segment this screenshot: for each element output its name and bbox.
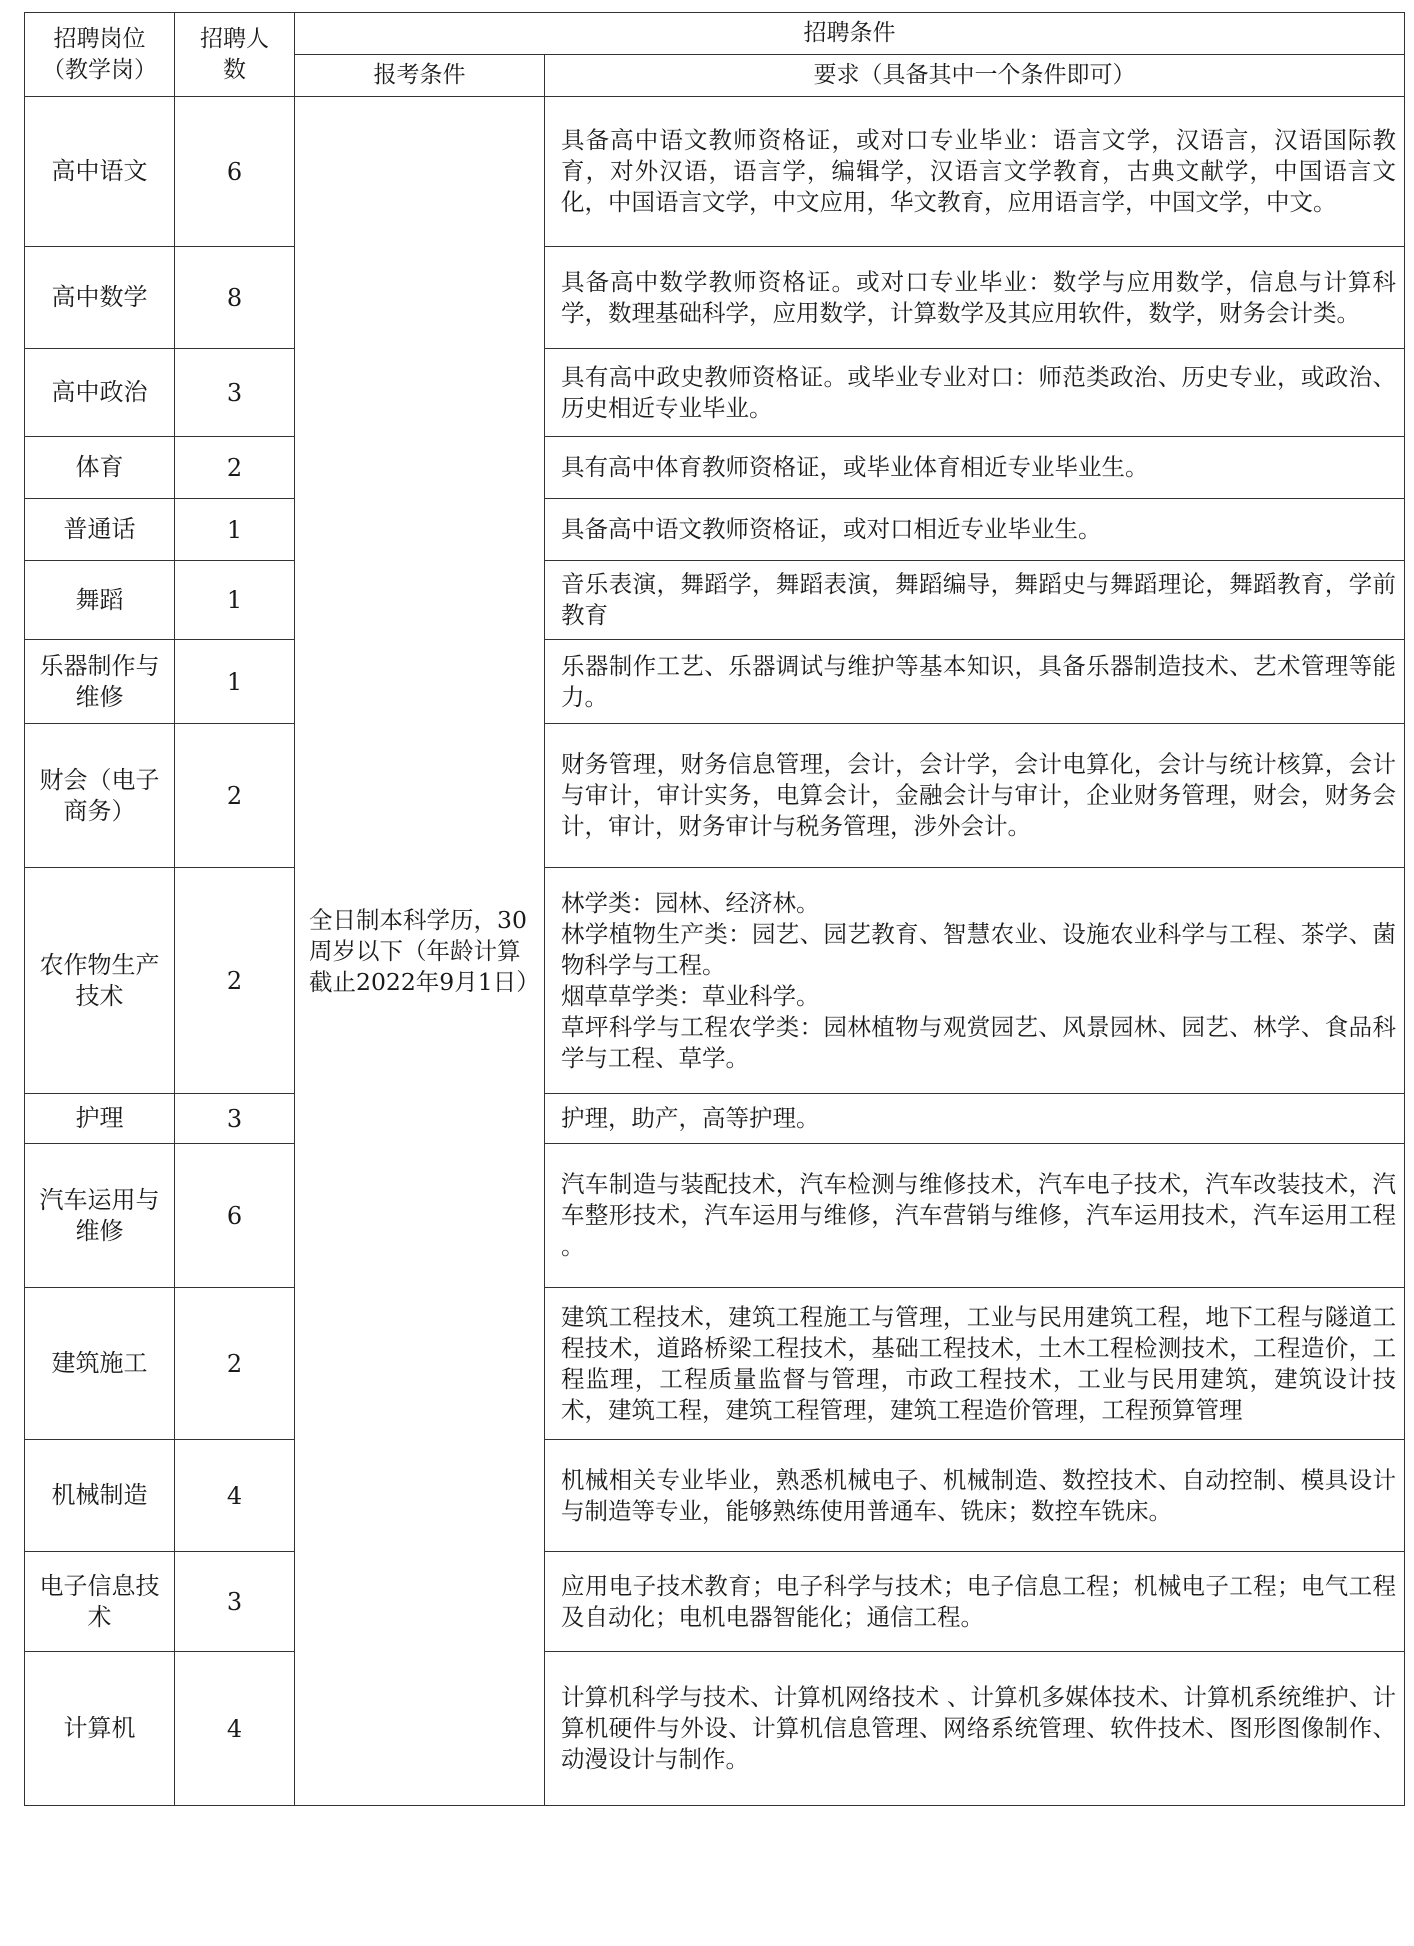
requirement-cell	[545, 1094, 1405, 1144]
requirement-cell	[545, 97, 1405, 247]
table-row	[25, 247, 1405, 349]
position-cell: 机械制造	[25, 1440, 175, 1552]
count-cell: 1	[175, 499, 295, 561]
position-cell: 计算机	[25, 1652, 175, 1806]
requirement-cell	[545, 1652, 1405, 1806]
count-cell: 3	[175, 349, 295, 437]
requirement-line: 机械相关专业毕业，熟悉机械电子、机械制造、数控技术、自动控制、模具设计与制造等专业，能够熟练使用普通车、铣床；数控车铣床。	[561, 1465, 1396, 1525]
requirement-line: 林学植物生产类：园艺、园艺教育、智慧农业、设施农业科学与工程、茶学、菌物科学与工程。	[561, 919, 1396, 979]
count-cell: 2	[175, 724, 295, 868]
header-count-text: 招聘人 数	[200, 25, 269, 83]
requirement-cell	[545, 868, 1405, 1094]
position-cell: 高中政治	[25, 349, 175, 437]
table-row	[25, 437, 1405, 499]
header-exam: 报考条件	[295, 55, 545, 97]
requirement-line: 应用电子技术教育；电子科学与技术；电子信息工程；机械电子工程；电气工程及自动化；电机电器智能化；通信工程。	[561, 1571, 1396, 1631]
requirement-line: 具备高中数学教师资格证。或对口专业毕业：数学与应用数学，信息与计算科学，数理基础科学，应用数学，计算数学及其应用软件，数学，财务会计类。	[561, 267, 1396, 327]
header-requirements: 要求（具备其中一个条件即可）	[545, 55, 1405, 97]
requirement-line: 具备高中语文教师资格证，或对口相近专业毕业生。	[561, 515, 1102, 543]
requirement-line: 财务管理，财务信息管理，会计，会计学，会计电算化，会计与统计核算，会计与审计，审计实务，电算会计，金融会计与审计，企业财务管理，财会，财务会计，审计，财务审计与税务管理，涉外会计。	[561, 750, 1396, 840]
table-row	[25, 1440, 1405, 1552]
table-row	[25, 499, 1405, 561]
position-cell: 建筑施工	[25, 1288, 175, 1440]
requirement-line: 具有高中体育教师资格证，或毕业体育相近专业毕业生。	[561, 453, 1149, 481]
position-cell: 舞蹈	[25, 561, 175, 640]
requirement-cell	[545, 499, 1405, 561]
requirement-line: 建筑工程技术，建筑工程施工与管理，工业与民用建筑工程，地下工程与隧道工程技术，道路桥梁工程技术，基础工程技术，土木工程检测技术，工程造价，工程监理，工程质量监督与管理，市政工程技术，工业与民用建筑，建筑设计技术，建筑工程，建筑工程管理，建筑工程造价管理，工程预算管理	[561, 1302, 1396, 1424]
count-cell: 6	[175, 1144, 295, 1288]
position-cell: 农作物生产技术	[25, 868, 175, 1094]
requirement-line: 乐器制作工艺、乐器调试与维护等基本知识，具备乐器制造技术、艺术管理等能力。	[561, 651, 1396, 711]
position-cell: 高中语文	[25, 97, 175, 247]
count-cell: 4	[175, 1440, 295, 1552]
table-row	[25, 868, 1405, 1094]
header-row-1	[25, 13, 1405, 55]
table-row	[25, 1094, 1405, 1144]
position-cell: 高中数学	[25, 247, 175, 349]
requirement-cell	[545, 437, 1405, 499]
position-cell: 财会（电子商务）	[25, 724, 175, 868]
position-cell: 体育	[25, 437, 175, 499]
header-count	[175, 13, 295, 97]
requirement-cell	[545, 349, 1405, 437]
count-cell: 6	[175, 97, 295, 247]
header-position	[25, 13, 175, 97]
requirement-line: 草坪科学与工程农学类：园林植物与观赏园艺、风景园林、园艺、林学、食品科学与工程、草学。	[561, 1012, 1396, 1072]
requirement-cell	[545, 1288, 1405, 1440]
header-position-text: 招聘岗位 （教学岗）	[42, 25, 157, 83]
requirement-line: 林学类：园林、经济林。	[561, 888, 820, 917]
table-row	[25, 561, 1405, 640]
table-row	[25, 724, 1405, 868]
count-cell: 1	[175, 561, 295, 640]
position-cell: 普通话	[25, 499, 175, 561]
requirement-line: 计算机科学与技术、计算机网络技术 、计算机多媒体技术、计算机系统维护、计算机硬件与外设、计算机信息管理、网络系统管理、软件技术、图形图像制作、动漫设计与制作。	[561, 1683, 1396, 1773]
requirement-line: 具有高中政史教师资格证。或毕业专业对口：师范类政治、历史专业，或政治、历史相近专业毕业。	[561, 362, 1396, 422]
count-cell: 3	[175, 1094, 295, 1144]
requirement-line: 汽车制造与装配技术，汽车检测与维修技术，汽车电子技术，汽车改装技术，汽车整形技术，汽车运用与维修，汽车营销与维修，汽车运用技术，汽车运用工程 。	[561, 1170, 1396, 1260]
recruitment-table	[24, 12, 1405, 1806]
table-row	[25, 349, 1405, 437]
exam-condition-cell: 全日制本科学历，30周岁以下（年龄计算截止2022年9月1日）	[295, 97, 545, 1806]
requirement-line: 护理，助产，高等护理。	[561, 1104, 820, 1132]
count-cell: 2	[175, 437, 295, 499]
requirement-cell	[545, 724, 1405, 868]
requirement-cell	[545, 561, 1405, 640]
count-cell: 4	[175, 1652, 295, 1806]
count-cell: 2	[175, 1288, 295, 1440]
position-cell: 电子信息技术	[25, 1552, 175, 1652]
table-row	[25, 1652, 1405, 1806]
table-body	[25, 13, 1405, 1806]
position-cell: 乐器制作与维修	[25, 640, 175, 724]
table-row	[25, 640, 1405, 724]
requirement-cell	[545, 1552, 1405, 1652]
table-row	[25, 1552, 1405, 1652]
requirement-cell	[545, 1440, 1405, 1552]
table-row	[25, 1144, 1405, 1288]
requirement-line: 烟草草学类：草业科学。	[561, 981, 820, 1010]
requirement-cell	[545, 640, 1405, 724]
count-cell: 8	[175, 247, 295, 349]
count-cell: 2	[175, 868, 295, 1094]
requirement-cell	[545, 247, 1405, 349]
requirement-cell	[545, 1144, 1405, 1288]
table-row	[25, 97, 1405, 247]
table-row	[25, 1288, 1405, 1440]
position-cell: 护理	[25, 1094, 175, 1144]
position-cell: 汽车运用与维修	[25, 1144, 175, 1288]
requirement-line: 具备高中语文教师资格证，或对口专业毕业：语言文学，汉语言，汉语国际教育，对外汉语，语言学，编辑学，汉语言文学教育，古典文献学，中国语言文化，中国语言文学，中文应用，华文教育，应用语言学，中国文学，中文。	[561, 126, 1396, 216]
count-cell: 1	[175, 640, 295, 724]
header-conditions: 招聘条件	[295, 13, 1405, 55]
requirement-line: 音乐表演，舞蹈学，舞蹈表演，舞蹈编导，舞蹈史与舞蹈理论，舞蹈教育，学前教育	[561, 570, 1396, 629]
count-cell: 3	[175, 1552, 295, 1652]
